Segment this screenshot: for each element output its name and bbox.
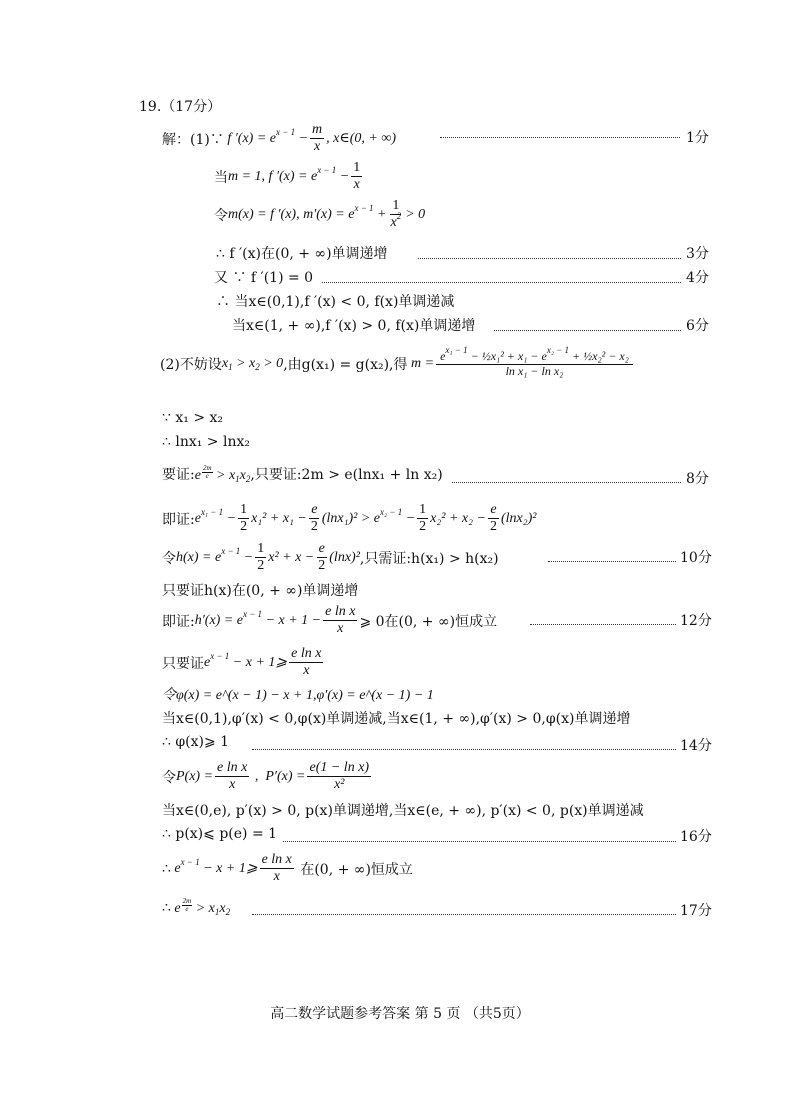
line-7 xyxy=(232,315,475,335)
line-15-suffix: ⩾ 0在(0, + ∞)恒成立 xyxy=(359,613,498,630)
dots-2 xyxy=(418,258,681,259)
line-8-mid: ,由g(x₁) = g(x₂),得 xyxy=(283,357,408,374)
line-16: 只要证 $e^{x - 1} - x$ + 1⩾ $\frac{\text{e ln x}}{x}$ xyxy=(162,646,322,679)
line-14 xyxy=(162,580,358,600)
line-22 xyxy=(162,826,277,842)
line-7-text: 当x∈(1, + ∞),f ′(x) > 0, f(x)单调递增 xyxy=(232,318,476,334)
score-8: 14分 xyxy=(680,738,712,754)
dots-10 xyxy=(252,914,676,915)
line-2: 当 m = 1, f $'(x) = e^{x - 1}$ − $\frac{1}{x}$ xyxy=(214,160,361,193)
line-17-text: 令φ(x) = e^(x − 1) − x + 1,φ′(x) = e^(x − 1) − 1 xyxy=(162,688,434,703)
line-19-text: ∴ φ(x)⩾ 1 xyxy=(162,734,230,750)
problem-header xyxy=(139,96,221,116)
score-2: 3分 xyxy=(686,246,709,262)
line-5-text: 又 ∵ f ′(1) = 0 xyxy=(214,270,314,286)
line-17 xyxy=(162,684,434,704)
line-24-prefix: ∴ xyxy=(162,899,171,916)
line-20: 令 P(x) = $\frac{\text{e ln x}}{x}$ , P′(x) = $\frac{\text{e(1 − ln x)}}{\text{x²}}$ xyxy=(162,760,370,793)
line-12: 即证: $e^{x_1 - 1}$ − $\frac{1}{2}$ x₁² + x₁ − $\frac{e}{2}$ $(\ln x_1)^2 > e^{x_2 - 1}$ − $\frac{1}{2}$ x₂² + x₂ − $\frac{e}{2}$ (lnx₂)² xyxy=(162,502,537,535)
line-21-text: 当x∈(0,e), p′(x) > 0, p(x)单调递增,当x∈(e, + ∞), p′(x) < 0, p(x)单调递减 xyxy=(162,803,644,819)
line-13: 令 $h(x) = e^{x - 1}$ − $\frac{1}{2}$ x² + x − $\frac{e}{2}$ (lnx)² ,只需证:h(x₁) > h(x₂) xyxy=(162,541,499,574)
line-3: 令 m(x) = f ′(x), $m'(x) = e^{x - 1}$ + $\frac{1}{x^2}$ > 0 xyxy=(214,198,426,231)
line-8: (2)不妨设 $x_1 > x_2 > 0$ ,由g(x₁) = g(x₂),得 m = $\frac{e^{x_1 - 1} - \frac{1}{2}x_1^2 + x_1 - e^{x_2 - 1} + \frac{1}{2}x_2^2 - x_2}{\text{ln x₁ − ln x₂}}$ xyxy=(160,350,635,379)
line-12-prefix: 即证: xyxy=(162,511,195,528)
score-5: 8分 xyxy=(686,471,709,487)
score-1: 1分 xyxy=(686,130,709,146)
score-3: 4分 xyxy=(686,270,709,286)
dots-1 xyxy=(440,137,680,138)
dots-5 xyxy=(452,482,681,483)
score-4: 6分 xyxy=(686,318,709,334)
line-6 xyxy=(216,291,454,311)
line-24: ∴ e $\frac{2m}{e}$ > $x_1x_2$ xyxy=(162,897,231,917)
line-1: 解：(1)∵ f $'(x) = e^{x - 1}$ − $\frac{m}{x}$ , x∈(0, + ∞) xyxy=(162,122,396,155)
score-7: 12分 xyxy=(680,613,712,629)
dots-4 xyxy=(494,330,681,331)
line-14-text: 只要证h(x)在(0, + ∞)单调递增 xyxy=(162,583,359,599)
line-8-prefix: (2)不妨设 xyxy=(160,357,222,374)
line-5 xyxy=(214,267,313,287)
line-11: 要证: e $\frac{2m}{e}$ > $x_1x_2$ ,只要证:2m > e(lnx₁ + ln x₂) xyxy=(162,463,443,484)
line-2-prefix: 当 xyxy=(214,169,228,186)
line-23: ∴ $e^{x - 1} - x$ + 1⩾ $\frac{\text{e ln x}}{x}$ 在(0, + ∞)恒成立 xyxy=(162,852,413,885)
line-9 xyxy=(162,410,223,426)
line-23-suffix: 在(0, + ∞)恒成立 xyxy=(300,861,413,878)
line-11-mid: ,只要证:2m > e(lnx₁ + ln x₂) xyxy=(250,467,443,483)
line-15: 即证: $h'(x) = e^{x - 1} - x + 1$ − $\frac{\text{e ln x}}{x}$ ⩾ 0在(0, + ∞)恒成立 xyxy=(162,604,498,637)
line-4-text: ∴ f ′(x)在(0, + ∞)单调递增 xyxy=(216,246,388,262)
line-6-text: ∴ 当x∈(0,1),f ′(x) < 0, f(x)单调递减 xyxy=(216,294,455,310)
line-18-text: 当x∈(0,1),φ′(x) < 0,φ(x)单调递减,当x∈(1, + ∞),φ′(x) > 0,φ(x)单调递增 xyxy=(162,711,631,727)
line-10 xyxy=(162,434,250,450)
line-18 xyxy=(162,708,630,728)
line-10-text: ∴ lnx₁ > lnx₂ xyxy=(162,434,250,450)
score-10: 17分 xyxy=(680,903,712,919)
dots-7 xyxy=(530,624,676,625)
line-1-prefix: 解：(1)∵ xyxy=(162,131,224,148)
score-9: 16分 xyxy=(680,829,712,845)
line-4 xyxy=(216,243,388,263)
line-19 xyxy=(162,734,229,750)
dots-3 xyxy=(322,282,681,283)
line-23-prefix: ∴ xyxy=(162,860,171,877)
line-9-text: ∵ x₁ > x₂ xyxy=(162,410,224,426)
dots-6 xyxy=(548,561,676,562)
line-21 xyxy=(162,800,644,820)
dots-8 xyxy=(252,749,676,750)
dots-9 xyxy=(283,841,676,842)
line-13-mid: ,只需证:h(x₁) > h(x₂) xyxy=(359,550,499,567)
line-11-prefix: 要证: xyxy=(162,467,195,483)
score-6: 10分 xyxy=(680,550,712,566)
line-22-text: ∴ p(x)⩽ p(e) = 1 xyxy=(162,826,278,842)
line-15-prefix: 即证: xyxy=(162,613,195,630)
line-20-prefix: 令 xyxy=(162,769,176,786)
line-16-prefix: 只要证 xyxy=(162,655,204,672)
problem-number: 19.（17分） xyxy=(139,99,222,115)
line-13-prefix: 令 xyxy=(162,550,176,567)
line-3-prefix: 令 xyxy=(214,207,228,224)
page-footer: 高二数学试题参考答案 第 5 页 （共5页） xyxy=(270,1006,530,1022)
